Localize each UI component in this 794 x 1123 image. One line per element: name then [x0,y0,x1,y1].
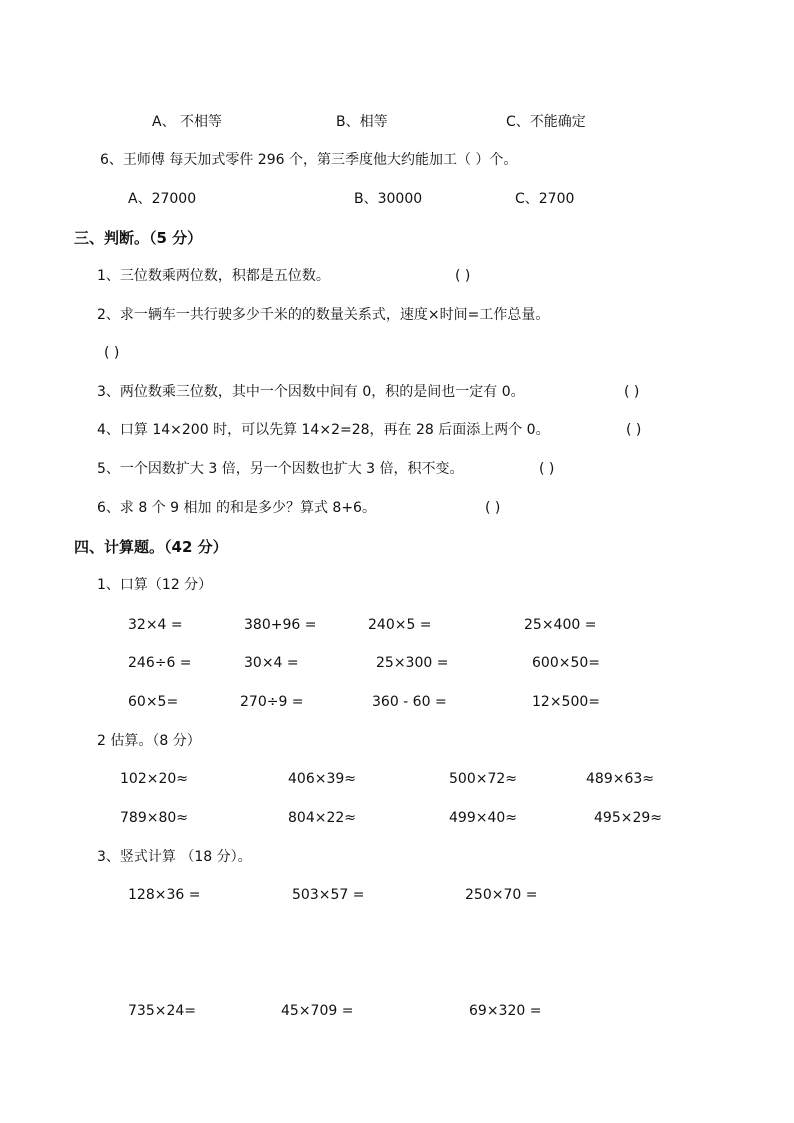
vertical-item: 128×36 = [128,887,201,903]
judge-blank-3[interactable]: ( ) [624,384,640,400]
vertical-item: 69×320 = [469,1003,542,1019]
q6-option-b: B、30000 [354,191,423,207]
oral-item: 12×500= [532,694,600,710]
oral-item: 32×4 = [128,617,183,633]
estimate-item: 489×63≈ [586,771,654,787]
oral-item: 270÷9 = [240,694,304,710]
oral-item: 380+96 = [244,617,317,633]
oral-item: 25×300 = [376,655,449,671]
q5-option-a: A、 不相等 [152,114,223,130]
judge-item-4: 4、口算 14×200 时，可以先算 14×2=28，再在 28 后面添上两个 0。 [97,422,550,438]
vertical-item: 250×70 = [465,887,538,903]
oral-item: 600×50= [532,655,600,671]
vertical-item: 503×57 = [292,887,365,903]
section3-title: 三、判断。（5 分） [74,229,203,247]
q6-question: 6、王师傅 每天加式零件 296 个，第三季度他大约能加工（ ）个。 [100,152,518,168]
judge-item-6: 6、求 8 个 9 相加 的和是多少？算式 8+6。 [97,500,376,516]
oral-item: 30×4 = [244,655,299,671]
q5-option-c: C、不能确定 [506,114,586,130]
estimate-item: 499×40≈ [449,810,517,826]
oral-item: 360 - 60 = [372,694,447,710]
judge-blank-2[interactable]: ( ) [104,345,120,361]
vertical-title: 3、竖式计算 （18 分）。 [97,849,252,865]
judge-blank-6[interactable]: ( ) [485,500,501,516]
judge-item-5: 5、一个因数扩大 3 倍，另一个因数也扩大 3 倍，积不变。 [97,461,464,477]
estimate-item: 804×22≈ [288,810,356,826]
estimate-item: 495×29≈ [594,810,662,826]
q6-option-a: A、27000 [128,191,197,207]
judge-blank-5[interactable]: ( ) [539,461,555,477]
q5-option-b: B、相等 [336,114,388,130]
judge-item-1: 1、三位数乘两位数，积都是五位数。 [97,268,330,284]
judge-item-3: 3、两位数乘三位数，其中一个因数中间有 0，积的是间也一定有 0。 [97,384,525,400]
vertical-item: 45×709 = [281,1003,354,1019]
estimate-item: 500×72≈ [449,771,517,787]
judge-item-2: 2、求一辆车一共行驶多少千米的的数量关系式，速度×时间=工作总量。 [97,307,550,323]
oral-item: 246÷6 = [128,655,192,671]
oral-item: 60×5= [128,694,179,710]
estimate-title: 2 估算。（8 分） [97,733,201,749]
estimate-item: 406×39≈ [288,771,356,787]
estimate-item: 102×20≈ [120,771,188,787]
estimate-item: 789×80≈ [120,810,188,826]
judge-blank-4[interactable]: ( ) [626,422,642,438]
oral-item: 240×5 = [368,617,432,633]
vertical-item: 735×24= [128,1003,196,1019]
oral-title: 1、口算（12 分） [97,577,213,593]
oral-item: 25×400 = [524,617,597,633]
judge-blank-1[interactable]: ( ) [455,268,471,284]
section4-title: 四、计算题。（42 分） [74,538,228,556]
q6-option-c: C、2700 [515,191,575,207]
